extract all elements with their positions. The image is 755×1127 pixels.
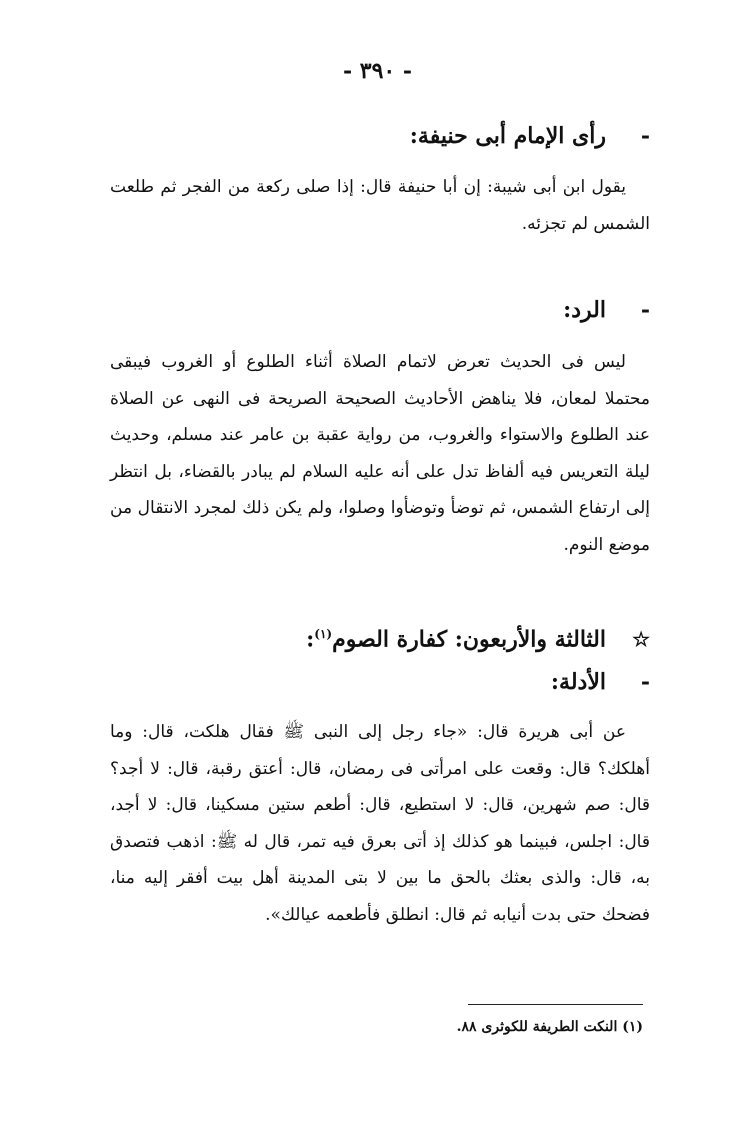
paragraph — [110, 344, 650, 564]
footnote-divider — [468, 1004, 643, 1005]
heading-colon: : — [306, 626, 315, 653]
paragraph — [110, 714, 650, 934]
footnote: (١) النكت الطريفة للكوثرى ٨٨. — [456, 1019, 643, 1035]
section-heading — [110, 290, 650, 330]
star-icon: ☆ — [632, 627, 650, 652]
heading-text: الرد: — [563, 297, 606, 323]
paragraph — [110, 169, 650, 242]
page-number: - ٣٩٠ - — [342, 58, 413, 84]
paragraph-text: عن أبى هريرة قال: «جاء رجل إلى النبى ﷺ فقال هلكت، قال: وما أهلكك؟ قال: وقعت على امرأتى فى رمضان، قال: أعتق رقبة، قال: لا أجد؟ قال: صم شهرين، قال: لا استطيع، قال: أطعم ستين مسكينا، قال: لا أجد، قال: اجلس، فبينما هو كذلك إذ أتى بعرق فيه تمر، قال له ﷺ: اذهب فتصدق به، قال: والذى بعثك بالحق ما بين لا بتى المدينة أهل بيت أفقر إليه منا، فضحك حتى بدت أنيابه ثم قال: انطلق فأطعمه عيالك». — [110, 722, 650, 925]
paragraph-text: ليس فى الحديث تعرض لاتمام الصلاة أثناء الطلوع أو الغروب فيبقى محتملا لمعان، فلا يناهض الأحاديث الصحيحة الصريحة فى النهى عن الصلاة عند الطلوع والاستواء والغروب، من رواية عقبة بن عامر عند مسلم، وحديث ليلة التعريس فيه ألفاظ تدل على أنه عليه السلام لم يبادر بالقضاء، بل انتظر إلى ارتفاع الشمس، ثم توضأ وتوضأوا وصلوا، ولم يكن ذلك لمجرد الانتقال من موضع النوم. — [110, 352, 650, 555]
section-heading — [110, 116, 650, 156]
section-fasting-expiation — [110, 614, 650, 659]
section-evidence — [110, 662, 650, 934]
heading-text: الأدلة: — [550, 669, 606, 695]
heading-text: الثالثة والأربعون: كفارة الصوم — [332, 626, 606, 653]
footnote-reference: (١) — [314, 627, 333, 641]
section-heading — [110, 614, 650, 659]
section-abu-hanifa-opinion — [110, 116, 650, 242]
heading-text: رأى الإمام أبى حنيفة: — [409, 123, 606, 149]
section-heading — [110, 662, 650, 702]
dash-marker: - — [640, 123, 650, 149]
dash-marker: - — [640, 297, 650, 323]
paragraph-text: يقول ابن أبى شيبة: إن أبا حنيفة قال: إذا صلى ركعة من الفجر ثم طلعت الشمس لم تجزئه. — [110, 177, 650, 234]
dash-marker: - — [640, 669, 650, 695]
section-rebuttal — [110, 290, 650, 564]
